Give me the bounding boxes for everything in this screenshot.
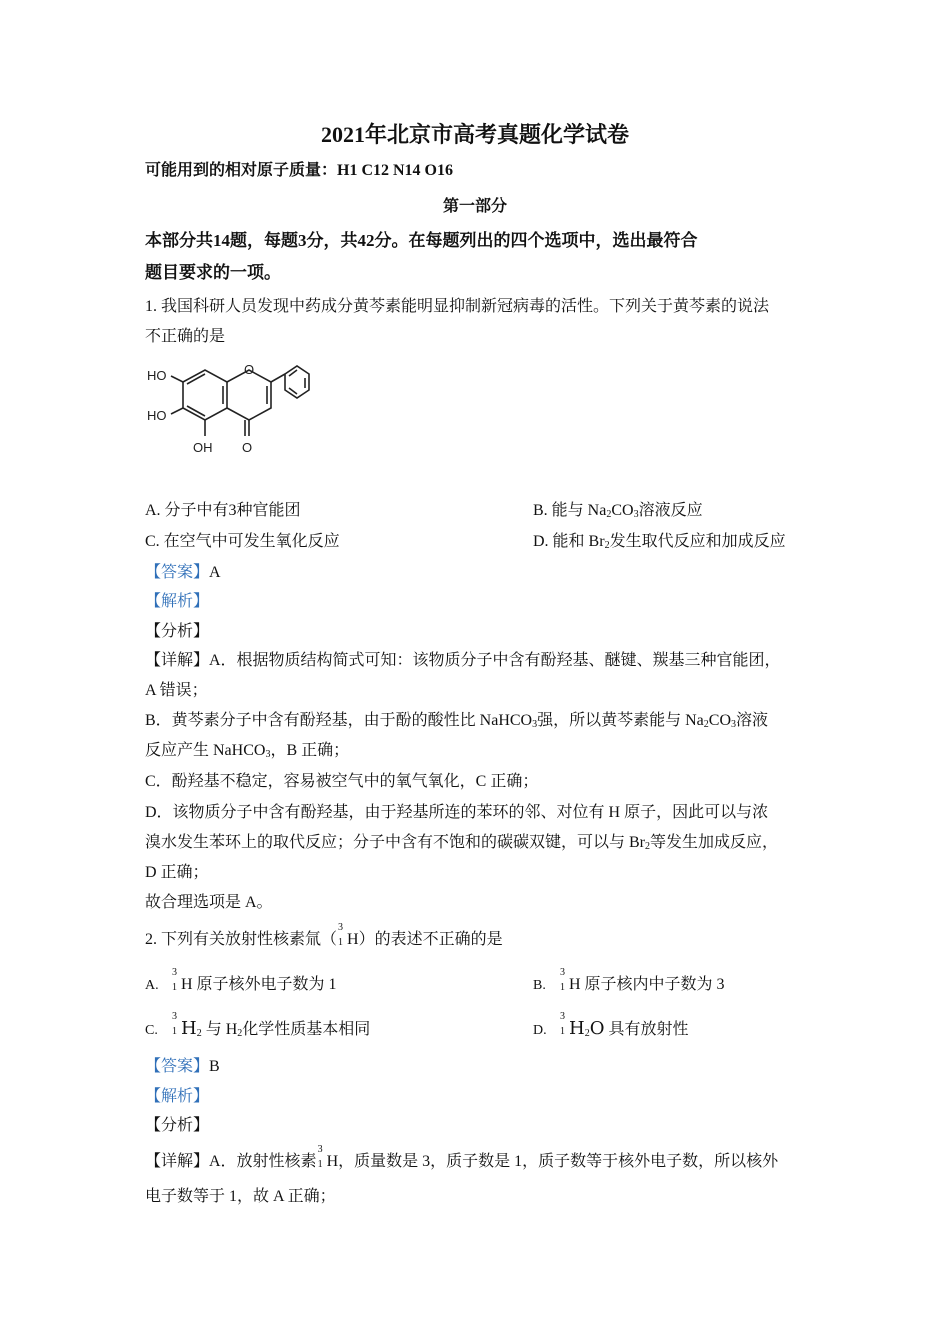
q2-option-c bbox=[145, 1011, 371, 1045]
q2-option-b-mass: 3 bbox=[560, 967, 565, 978]
q2-option-c-sub: 2 bbox=[196, 1028, 202, 1039]
q2-detail-atomic: 1 bbox=[317, 1159, 323, 1170]
q1-answer-value: A bbox=[209, 564, 221, 581]
atomic-masses: 可能用到的相对原子质量：H1 C12 N14 O16 bbox=[145, 162, 454, 179]
structure-label-ho-top: HO bbox=[147, 368, 167, 383]
q1-option-b-text: B. 能与 Na bbox=[533, 502, 607, 519]
q2-answer bbox=[145, 1056, 220, 1078]
page-title: 2021年北京市高考真题化学试卷 bbox=[320, 122, 629, 147]
q1-option-c: C. 在空气中可发生氧化反应 bbox=[145, 533, 340, 550]
q1-detail-d-line1: D．该物质分子中含有酚羟基，由于羟基所连的苯环的邻、对位有 H 原子，因此可以与浓 bbox=[145, 804, 769, 821]
q2-stem-isotope-notation bbox=[337, 922, 347, 951]
q1-detail-b2-sub: 3 bbox=[265, 749, 271, 760]
q1-analysis-label: 【解析】 bbox=[145, 593, 210, 610]
q2-detail-pre: 【详解】A．放射性核素 bbox=[145, 1153, 317, 1170]
q2-stem-post: ）的表述不正确的是 bbox=[358, 931, 503, 948]
q2-stem-atomic-number: 1 bbox=[338, 937, 344, 948]
q2-option-d-letter: D. bbox=[533, 1023, 547, 1038]
q2-option-c-symbol: H bbox=[181, 1018, 197, 1039]
q2-option-c-mass: 3 bbox=[172, 1011, 177, 1022]
instructions-line1: 本部分共14题，每题3分，共42分。在每题列出的四个选项中，选出最符合 bbox=[145, 231, 698, 250]
q2-option-a-text: H 原子核外电子数为 1 bbox=[181, 976, 337, 993]
q1-detail-b1-sub2: 2 bbox=[703, 719, 709, 730]
q1-option-b bbox=[533, 500, 703, 526]
q2-option-c-isotope bbox=[171, 1011, 181, 1040]
q2-option-d-isotope bbox=[559, 1011, 569, 1040]
q2-option-a-atomic: 1 bbox=[172, 982, 177, 993]
q2-analysis-label: 【解析】 bbox=[145, 1088, 210, 1105]
q2-option-b-isotope bbox=[559, 967, 569, 996]
q1-detail-b1-sub: 3 bbox=[532, 719, 538, 730]
q1-detail-b-line2 bbox=[145, 740, 349, 766]
q2-option-d-sub: 2 bbox=[584, 1028, 590, 1039]
q1-detail-d-line2 bbox=[145, 832, 778, 858]
q1-detail-d-line3: D 正确； bbox=[145, 864, 209, 881]
q1-detail-line1: 【详解】A．根据物质结构简式可知：该物质分子中含有酚羟基、醚键、羰基三种官能团， bbox=[145, 652, 781, 669]
q2-option-a-mass: 3 bbox=[172, 967, 177, 978]
q1-detail-d2-sub: 2 bbox=[645, 841, 651, 852]
q1-answer-label: 【答案】 bbox=[145, 564, 210, 581]
q1-detail-b1-mid: 强，所以黄芩素能与 Na bbox=[537, 712, 704, 729]
baicalein-structure-diagram bbox=[145, 360, 315, 460]
q1-option-b-mid: CO bbox=[611, 502, 634, 519]
q2-answer-label: 【答案】 bbox=[145, 1058, 210, 1075]
q1-stem-line2: 不正确的是 bbox=[145, 328, 226, 345]
part-title: 第一部分 bbox=[442, 198, 507, 215]
q2-option-d bbox=[533, 1011, 689, 1045]
q2-option-a bbox=[145, 967, 337, 997]
q1-option-d bbox=[533, 531, 786, 557]
q1-detail-b2-pre: 反应产生 NaHCO bbox=[145, 742, 266, 759]
q2-option-d-oxygen: O bbox=[589, 1018, 605, 1039]
q1-detail-line2: A 错误； bbox=[145, 682, 208, 699]
q2-stem-mass-number: 3 bbox=[338, 922, 344, 933]
q1-detail-b2-post: ，B 正确； bbox=[270, 742, 350, 759]
q2-option-d-mass: 3 bbox=[560, 1011, 565, 1022]
structure-label-o-ketone: O bbox=[242, 440, 253, 455]
q1-option-d-post: 发生取代反应和加成反应 bbox=[609, 533, 786, 550]
q1-option-d-text: D. 能和 Br bbox=[533, 533, 605, 550]
q2-option-d-text: 具有放射性 bbox=[608, 1021, 689, 1038]
q1-detail-b1-pre: B．黄芩素分子中含有酚羟基，由于酚的酸性比 NaHCO bbox=[145, 712, 533, 729]
q1-option-b-sub2: 3 bbox=[633, 509, 639, 520]
q2-option-b-text: H 原子核内中子数为 3 bbox=[569, 976, 725, 993]
structure-label-oh-bottom: OH bbox=[193, 440, 213, 455]
q2-option-b-letter: B. bbox=[533, 978, 546, 993]
q2-option-d-symbol: H bbox=[569, 1018, 585, 1039]
instructions-line2: 题目要求的一项。 bbox=[145, 263, 281, 282]
q2-stem-pre: 2. 下列有关放射性核素氚（ bbox=[145, 931, 338, 948]
q1-detail-d2-post: 等发生加成反应， bbox=[650, 834, 779, 851]
q2-stem-symbol: H bbox=[347, 931, 359, 948]
q1-option-b-post: 溶液反应 bbox=[638, 502, 703, 519]
q2-fenxi-label: 【分析】 bbox=[145, 1117, 210, 1134]
q2-detail-mass: 3 bbox=[317, 1144, 323, 1155]
q1-conclusion: 故合理选项是 A。 bbox=[145, 894, 273, 911]
q1-detail-b1-sub3: 3 bbox=[731, 719, 737, 730]
q1-detail-d2-pre: 溴水发生苯环上的取代反应；分子中含有不饱和的碳碳双键，可以与 Br bbox=[145, 834, 646, 851]
q1-option-b-sub1: 2 bbox=[606, 509, 612, 520]
q2-detail-line1 bbox=[145, 1144, 779, 1173]
q2-stem bbox=[145, 922, 503, 951]
q2-option-c-letter: C. bbox=[145, 1023, 158, 1038]
q1-detail-b-line1 bbox=[145, 710, 768, 736]
q2-detail-mid: H，质量数是 3，质子数是 1，质子数等于核外电子数，所以核外 bbox=[326, 1153, 779, 1170]
structure-label-ho-mid: HO bbox=[147, 408, 167, 423]
q1-option-d-sub: 2 bbox=[604, 540, 610, 551]
q2-option-c-text-post: 化学性质基本相同 bbox=[242, 1021, 371, 1038]
q2-option-b bbox=[533, 967, 725, 997]
q2-option-c-text-pre: 与 H bbox=[205, 1021, 238, 1038]
q2-detail-isotope bbox=[317, 1144, 327, 1173]
q1-fenxi-label: 【分析】 bbox=[145, 623, 210, 640]
q1-option-a: A. 分子中有3种官能团 bbox=[145, 502, 301, 519]
q2-option-d-atomic: 1 bbox=[560, 1026, 565, 1037]
q2-option-c-atomic: 1 bbox=[172, 1026, 177, 1037]
q1-detail-b1-post: 溶液 bbox=[736, 712, 769, 729]
structure-label-o-ring: O bbox=[244, 362, 255, 377]
q2-option-b-atomic: 1 bbox=[560, 982, 565, 993]
q2-option-c-text-sub: 2 bbox=[237, 1028, 243, 1039]
q1-answer bbox=[145, 562, 221, 584]
q2-option-a-isotope bbox=[171, 967, 181, 996]
q2-detail-line2: 电子数等于 1，故 A 正确； bbox=[145, 1188, 336, 1205]
q1-detail-b1-mid2: CO bbox=[708, 712, 732, 729]
q1-detail-c: C．酚羟基不稳定，容易被空气中的氧气氧化，C 正确； bbox=[145, 773, 539, 790]
q1-stem-line1: 1. 我国科研人员发现中药成分黄芩素能明显抑制新冠病毒的活性。下列关于黄芩素的说法 bbox=[145, 298, 770, 315]
q2-option-a-letter: A. bbox=[145, 978, 159, 993]
q2-answer-value: B bbox=[209, 1058, 220, 1075]
